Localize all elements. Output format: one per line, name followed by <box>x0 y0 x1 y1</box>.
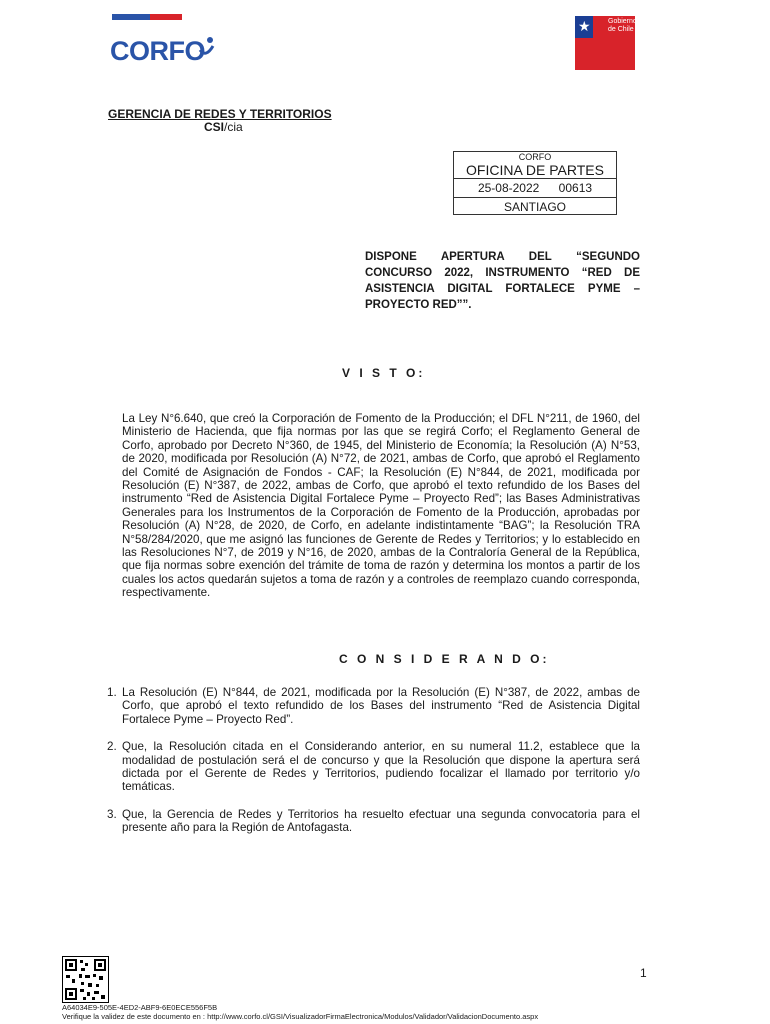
stamp-city: SANTIAGO <box>454 197 616 216</box>
document-title: DISPONE APERTURA DEL “SEGUNDO CONCURSO 2022, INSTRUMENTO “RED DE ASISTENCIA DIGITAL FORTALECE PYME – PROYECTO RED””. <box>365 251 640 311</box>
qr-code-icon <box>62 956 109 1003</box>
stamp-number: 00613 <box>558 181 593 195</box>
page-number: 1 <box>640 966 647 980</box>
corfo-swoosh-icon <box>198 36 216 60</box>
list-item: 2. Que, la Resolución citada en el Considerando anterior, en su numeral 11.2, establece que la modalidad de postulación será el de concurso y que la Resolución que dispone la apertura será dictada por el Gerente de Redes y Territorios, pudiendo focalizar el llamado por territorio y/o temáticas. <box>107 740 640 794</box>
gerencia-heading: GERENCIA DE REDES Y TERRITORIOS <box>108 107 332 121</box>
stamp-title: OFICINA DE PARTES <box>466 162 604 178</box>
oficina-partes-stamp <box>453 151 617 215</box>
visto-paragraph: La Ley N°6.640, que creó la Corporación de Fomento de la Producción; el DFL N°211, de 1960, del Ministerio de Hacienda, que fija normas por las que se regirá Corfo; el Reglamento General de Corfo, aprobado por Decreto N°360, de 1945, del Ministerio de Economía; la Resolución (A) N°53, de 2020, modificada por Resolución (A) N°72, de 2021, ambas de Corfo, que aprobó el Reglamento del Comité de Asignación de Fondos - CAF; la Resolución (E) N°844, de 2021, modificada por Resolución (E) N°387, de 2022, ambas de Corfo, que aprobó el texto refundido de los Bases del instrumento “Red de Asistencia Digital Fortalece Pyme – Proyecto Red”; las Bases Administrativas Generales para los Instrumentos de la Corporación de Fomento de la Producción, aprobadas por Resolución (A) N°28, de 2020, de Corfo, en adelante indistintamente “BAG”; la Resolución TRA N°58/284/2020, que me asignó las funciones de Gerente de Redes y Territorios; y lo establecido en las Resoluciones N°7, de 2019 y N°16, de 2020, ambas de la Contraloría General de la República, que fija normas sobre exención del trámite de toma de razón y determina los montos a partir de los cuales los actos quedarán sujetos a toma de razón y a controles de reemplazo cuando corresponda, respectivamente. <box>122 412 640 600</box>
csi-reference: CSI/cia <box>204 120 243 134</box>
list-item: 3. Que, la Gerencia de Redes y Territorios ha resuelto efectuar una segunda convocatoria para el presente año para la Región de Antofagasta. <box>107 807 640 835</box>
verification-link[interactable]: Verifique la validez de este documento en : http://www.corfo.cl/GSI/VisualizadorFirmaElectronica/Modulos/Validador/ValidacionDocumento.aspx <box>62 1012 539 1021</box>
corfo-logo-bars <box>112 14 182 22</box>
gobierno-label: Gobierno de Chile <box>608 18 637 33</box>
document-code: A64034E9-505E-4ED2-ABF9-6E0ECE556F5B <box>62 1003 218 1012</box>
stamp-org: CORFO <box>518 152 552 162</box>
considerando-list <box>107 686 640 849</box>
stamp-date: 25-08-2022 <box>477 181 540 195</box>
list-item: 1. La Resolución (E) N°844, de 2021, modificada por la Resolución (E) N°387, de 2022, ambas de Corfo, que aprobó el texto refundido de los Bases del instrumento “Red de Asistencia Digital Fortalece Pyme – Proyecto Red”. <box>107 686 640 726</box>
gobierno-de-chile-logo: ★ <box>575 16 635 70</box>
corfo-logo: CORFO <box>110 36 205 66</box>
visto-heading: V I S T O: <box>342 366 426 380</box>
considerando-heading: C O N S I D E R A N D O: <box>339 652 550 666</box>
stamp-date-row <box>454 178 616 197</box>
